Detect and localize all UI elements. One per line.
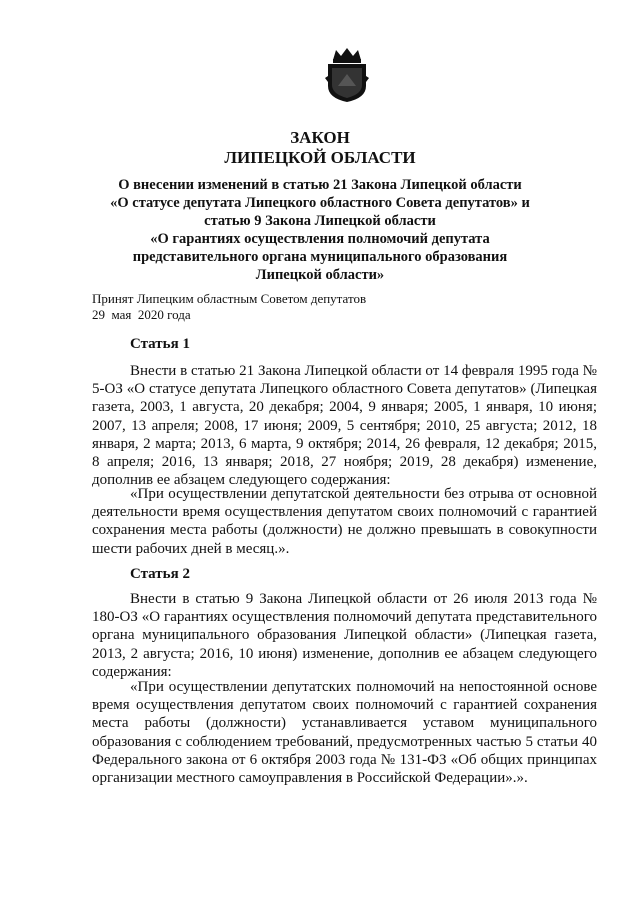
adoption-line1: Принят Липецким областным Советом депутатов [92,291,367,306]
law-title-line1: ЗАКОН [290,128,350,147]
law-subject [0,176,640,284]
law-subject-line: представительного органа муниципального образования [132,249,508,265]
law-title-line2: ЛИПЕЦКОЙ ОБЛАСТИ [224,148,416,167]
article2-heading: Статья 2 [130,566,190,582]
article1-paragraph2: «При осуществлении депутатской деятельности без отрыва от основной деятельности время осуществления депутатом своих полномочий с гарантией сохранения места работы (должности) не должно превышать в совокупности шести рабочих дней в месяц.». [92,486,597,557]
adoption-date: 29 мая 2020 года [92,307,191,322]
article2-paragraph1: Внести в статью 9 Закона Липецкой области от 26 июля 2013 года № 180-ОЗ «О гарантиях осуществления полномочий депутата представительного органа муниципального образования Липецкой области» (Липецкая газета, 2013, 2 августа; 2016, 10 июня) изменение, дополнив ее абзацем следующего содержания: [92,591,597,680]
law-subject-line: «О статусе депутата Липецкого областного Совета депутатов» и [110,195,530,211]
law-subject-line: «О гарантиях осуществления полномочий депутата [150,231,490,247]
article1-heading: Статья 1 [130,336,190,352]
adoption-note [92,291,366,323]
coat-of-arms-icon [324,46,370,104]
law-title [0,128,640,168]
law-subject-line: О внесении изменений в статью 21 Закона Липецкой области [118,177,522,193]
article2-paragraph2: «При осуществлении депутатских полномочий на непостоянной основе время осуществления депутатом своих полномочий с гарантией сохранения места работы (должности) устанавливается уставом муниципального образования с соблюдением требований, предусмотренных частью 5 статьи 40 Федерального закона от 6 октября 2003 года № 131-ФЗ «Об общих принципах организации местного самоуправления в Российской Федерации».». [92,679,597,787]
law-subject-line: Липецкой области» [255,267,385,283]
law-subject-line: статью 9 Закона Липецкой области [204,213,436,229]
article1-paragraph1: Внести в статью 21 Закона Липецкой области от 14 февраля 1995 года № 5-ОЗ «О статусе депутата Липецкого областного Совета депутатов» (Липецкая газета, 2003, 1 августа, 20 декабря; 2004, 9 января; 2005, 1 января, 10 июня; 2007, 13 апреля; 2008, 17 июня; 2009, 5 сентября; 2010, 25 августа; 2012, 18 января, 2 марта; 2013, 6 марта, 9 октября; 2014, 26 февраля, 12 декабря; 2015, 8 апреля; 2016, 13 января; 2018, 27 ноября; 2019, 28 декабря) изменение, дополнив ее абзацем следующего содержания: [92,363,597,489]
